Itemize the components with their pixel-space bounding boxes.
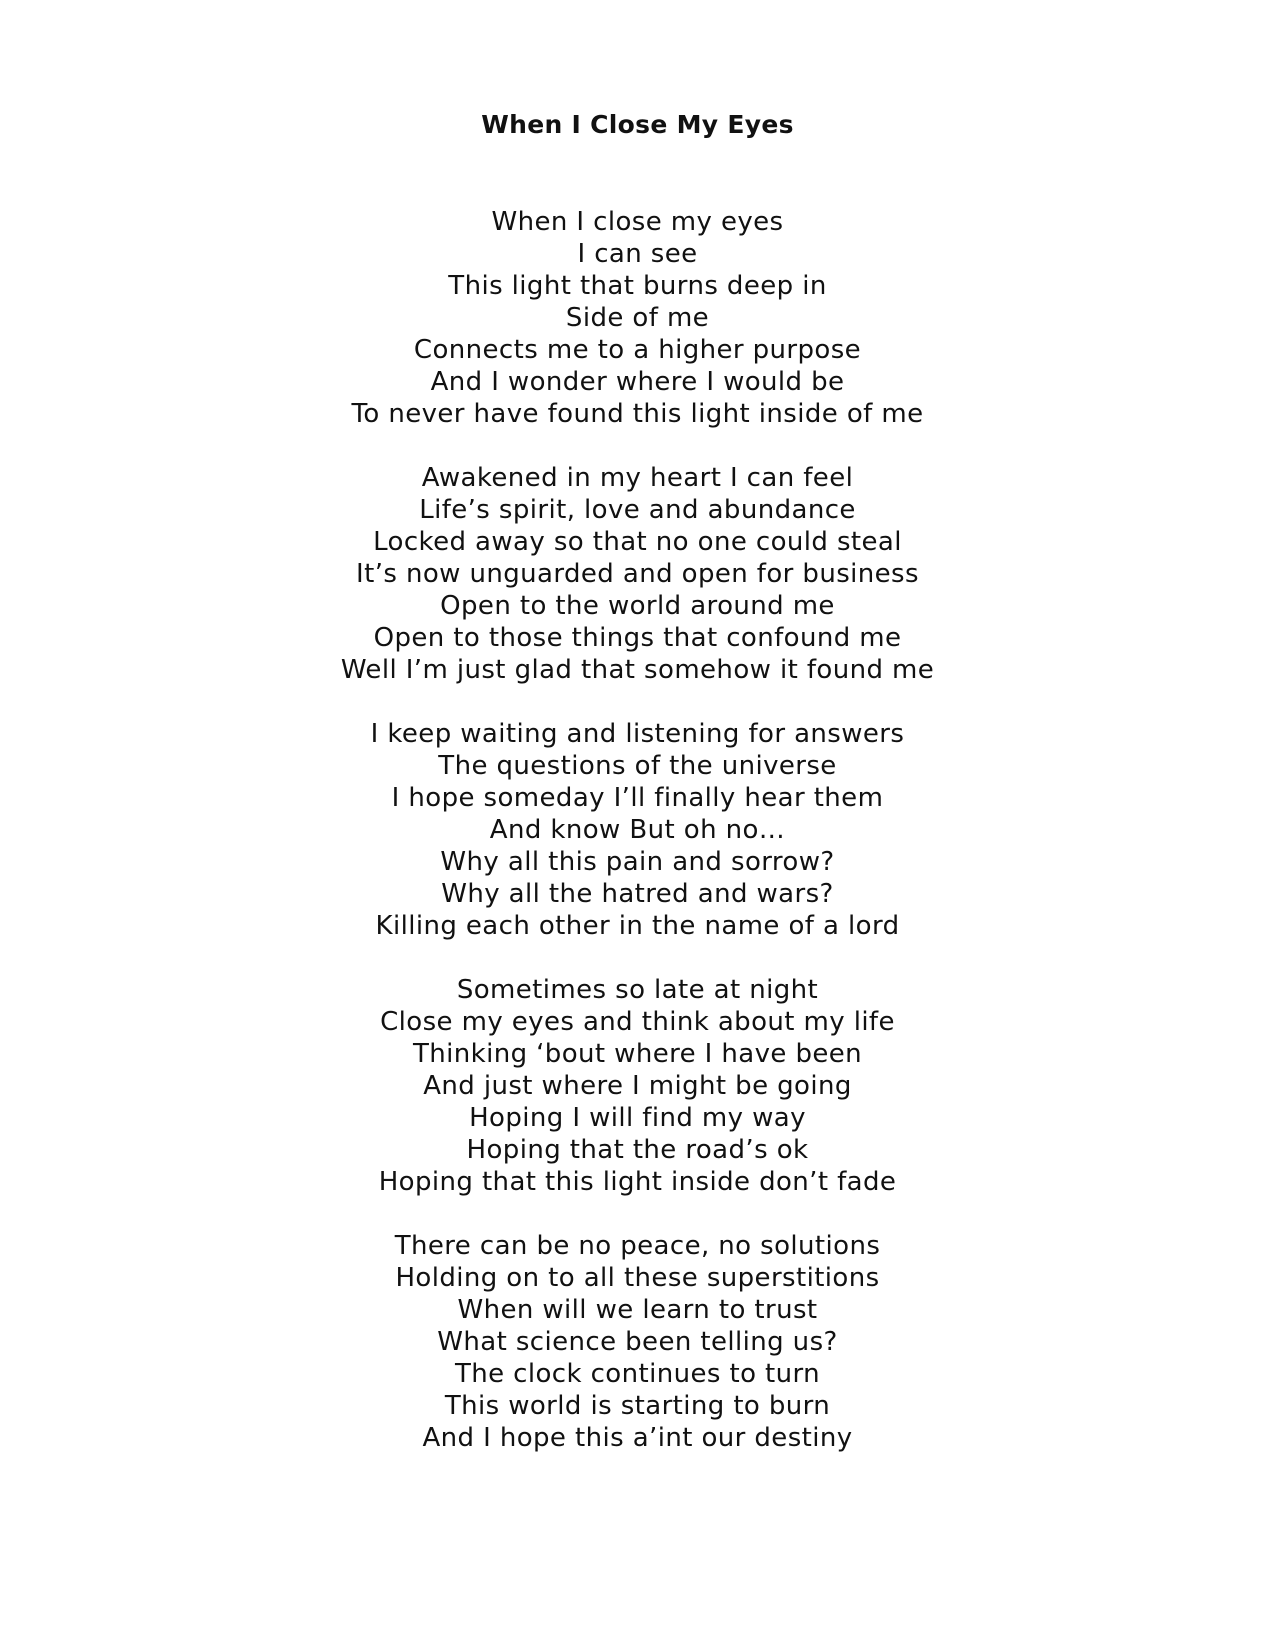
poem-line: Killing each other in the name of a lord (375, 911, 900, 941)
poem-line: Connects me to a higher purpose (413, 335, 862, 365)
poem-body (0, 206, 1275, 1486)
poem-line: There can be no peace, no solutions (394, 1231, 881, 1261)
poem-line: Holding on to all these superstitions (395, 1263, 880, 1293)
poem-line: Hoping that the road’s ok (466, 1135, 809, 1165)
poem-line: I can see (577, 239, 698, 269)
stanza-4 (0, 974, 1275, 1198)
poem-line: Life’s spirit, love and abundance (419, 495, 856, 525)
poem-line: It’s now unguarded and open for business (356, 559, 919, 589)
poem-line: Open to those things that confound me (373, 623, 902, 653)
poem-line: Side of me (565, 303, 710, 333)
poem-line: I hope someday I’ll finally hear them (391, 783, 884, 813)
poem-line: This light that burns deep in (448, 271, 827, 301)
poem-line: Sometimes so late at night (456, 975, 819, 1005)
poem-line: Close my eyes and think about my life (380, 1007, 895, 1037)
poem-line: Hoping that this light inside don’t fade (378, 1167, 897, 1197)
poem-line: Locked away so that no one could steal (373, 527, 902, 557)
poem-line: This world is starting to burn (444, 1391, 831, 1421)
poem-line: The questions of the universe (438, 751, 837, 781)
poem-line: Why all the hatred and wars? (441, 879, 834, 909)
stanza-1 (0, 206, 1275, 430)
poem-line: And I hope this a’int our destiny (422, 1423, 853, 1453)
poem-line: Why all this pain and sorrow? (440, 847, 835, 877)
poem-line: To never have found this light inside of me (351, 399, 924, 429)
poem-line: Thinking ‘bout where I have been (412, 1039, 863, 1069)
poem-line: Awakened in my heart I can feel (421, 463, 854, 493)
stanza-3 (0, 718, 1275, 942)
poem-title: When I Close My Eyes (481, 110, 794, 139)
poem-line: And I wonder where I would be (430, 367, 845, 397)
poem-line: And just where I might be going (423, 1071, 852, 1101)
stanza-2 (0, 462, 1275, 686)
poem-line: I keep waiting and listening for answers (370, 719, 905, 749)
poem-line: Open to the world around me (440, 591, 835, 621)
poem-line: Well I’m just glad that somehow it found me (340, 655, 935, 685)
poem-line: The clock continues to turn (454, 1359, 821, 1389)
poem-line: What science been telling us? (437, 1327, 838, 1357)
poem-line: Hoping I will find my way (469, 1103, 806, 1133)
poem-line: And know But oh no… (489, 815, 786, 845)
poem-line: When I close my eyes (491, 207, 784, 237)
stanza-5 (0, 1230, 1275, 1454)
poem-line: When will we learn to trust (457, 1295, 818, 1325)
